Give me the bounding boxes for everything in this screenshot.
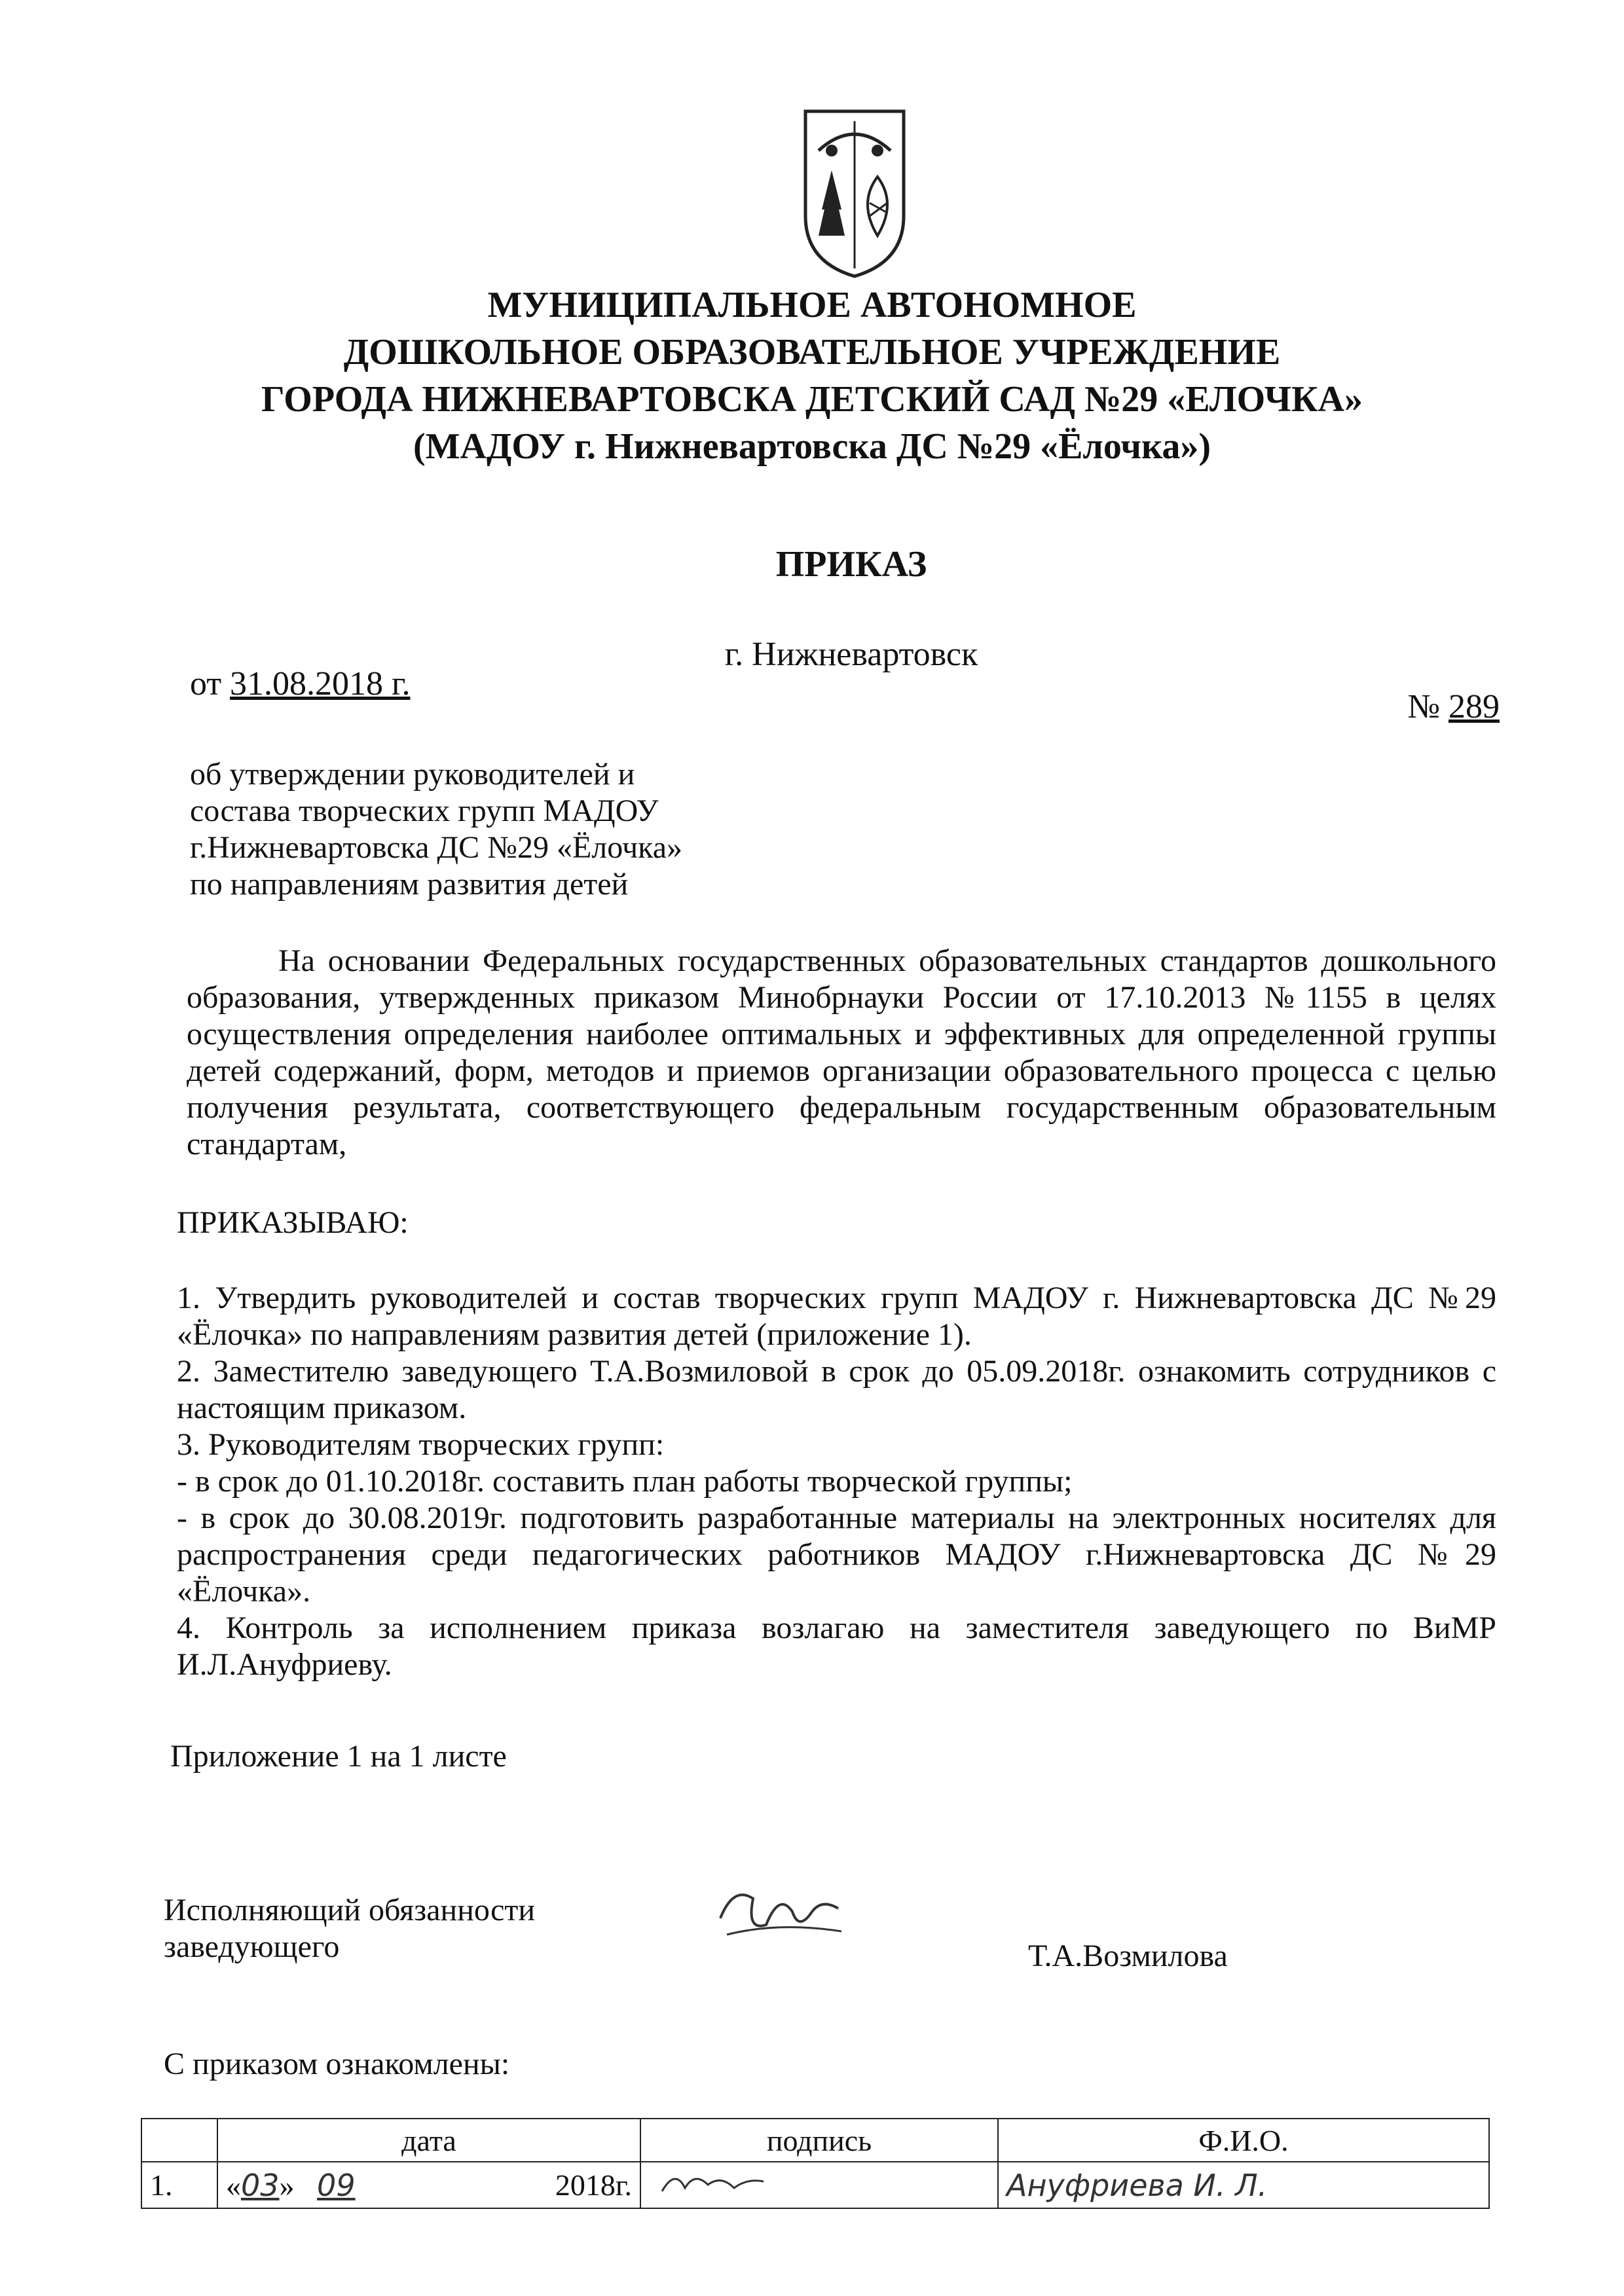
row-signature: [640, 2162, 998, 2208]
subject-line-3: г.Нижневартовска ДС №29 «Ёлочка»: [190, 830, 683, 865]
row-handwritten-signature-icon: [649, 2165, 780, 2198]
row-number: 1.: [141, 2162, 217, 2208]
table-header-number: [141, 2119, 217, 2162]
order-date: [190, 665, 411, 703]
row-date-quote-close: »: [279, 2168, 295, 2202]
signer-name: Т.А.Возмилова: [1028, 1939, 1228, 1973]
table-header-date: дата: [217, 2119, 640, 2162]
subject-line-2: состава творческих групп МАДОУ: [190, 793, 659, 828]
order-item-1: 1. Утвердить руководителей и состав творческих групп МАДОУ г. Нижневартовска ДС №29 «Ёлочка» по направлениям развития детей (приложение 1).: [177, 1281, 1496, 1352]
table-header-signature: подпись: [640, 2119, 998, 2162]
row-date-year: 2018г.: [555, 2168, 632, 2202]
order-item-4: 4. Контроль за исполнением приказа возлагаю на заместителя заведующего по ВиМР И.Л.Ануфриеву.: [177, 1611, 1496, 1682]
row-name: Ануфриева И. Л.: [998, 2162, 1489, 2208]
attachment-note: Приложение 1 на 1 листе: [170, 1739, 507, 1774]
table-header-name: Ф.И.О.: [998, 2119, 1489, 2162]
handwritten-signature-icon: [707, 1872, 851, 1951]
table-row: [141, 2162, 1489, 2208]
row-date-day: 03: [241, 2167, 280, 2203]
acknowledgement-title: С приказом ознакомлены:: [164, 2047, 510, 2081]
order-date-prefix: от: [190, 665, 231, 702]
subject-line-1: об утверждении руководителей и: [190, 757, 635, 792]
org-short-name: (МАДОУ г. Нижневартовска ДС №29 «Ёлочка»): [413, 426, 1211, 467]
document-title: ПРИКАЗ: [775, 544, 927, 585]
organization-header: [196, 282, 1428, 470]
city-coat-of-arms-icon: [792, 105, 917, 282]
order-number: [1407, 687, 1500, 726]
signer-position-line-1: Исполняющий обязанности: [164, 1893, 536, 1927]
row-date-quote-open: «: [226, 2168, 241, 2202]
order-item-3a: - в срок до 01.10.2018г. составить план работы творческой группы;: [177, 1464, 1073, 1499]
row-date-month: 09: [317, 2167, 356, 2203]
row-date: [217, 2162, 640, 2208]
org-name-line-1: МУНИЦИПАЛЬНОЕ АВТОНОМНОЕ: [487, 285, 1137, 325]
org-name-line-3: ГОРОДА НИЖНЕВАРТОВСКА ДЕТСКИЙ САД №29 «ЕЛОЧКА»: [261, 379, 1363, 420]
preamble-paragraph: На основании Федеральных государственных образовательных стандартов дошкольного образования, утвержденных приказом Минобрнауки России от 17.10.2013 №1155 в целях осуществления определения наиболее оптимальных и эффективных для определенной группы детей содержаний, форм, методов и приемов организации образовательного процесса с целью получения результата, соответствующего федеральным государственным образовательным стандартам,: [187, 943, 1496, 1161]
order-number-value: 289: [1449, 688, 1500, 725]
order-item-2: 2. Заместителю заведующего Т.А.Возмиловой в срок до 05.09.2018г. ознакомить сотрудников с настоящим приказом.: [177, 1354, 1496, 1425]
acknowledgement-table: [141, 2118, 1490, 2209]
table-header-row: [141, 2119, 1489, 2162]
order-items: [177, 1280, 1496, 1683]
order-date-value: 31.08.2018 г.: [230, 665, 411, 702]
subject-line-4: по направлениям развития детей: [190, 867, 629, 902]
order-number-prefix: №: [1407, 688, 1449, 725]
org-name-line-2: ДОШКОЛЬНОЕ ОБРАЗОВАТЕЛЬНОЕ УЧРЕЖДЕНИЕ: [343, 332, 1281, 373]
signer-position: [164, 1892, 622, 1965]
signer-position-line-2: заведующего: [164, 1929, 340, 1964]
order-item-3: 3. Руководителям творческих групп:: [177, 1427, 665, 1462]
order-directive-word: ПРИКАЗЫВАЮ:: [177, 1205, 409, 1240]
order-subject: [190, 756, 779, 903]
order-item-3b: - в срок до 30.08.2019г. подготовить разработанные материалы на электронных носителях для распространения среди педагогических работников МАДОУ г.Нижневартовска ДС №29 «Ёлочка».: [177, 1501, 1496, 1609]
document-city: г. Нижневартовск: [724, 636, 978, 673]
